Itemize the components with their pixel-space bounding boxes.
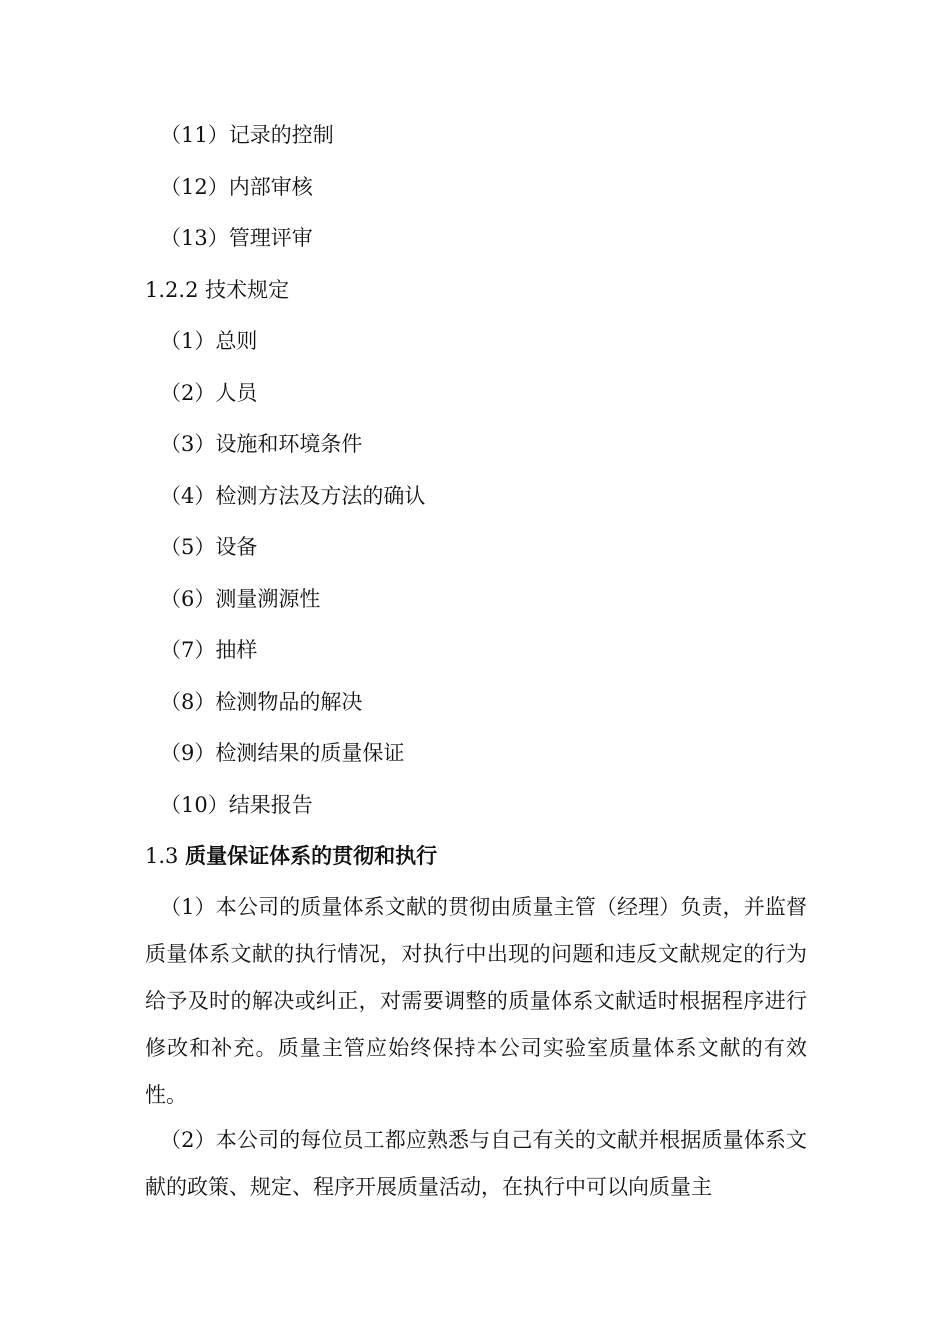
list-item: （8）检测物品的解决 (160, 690, 363, 714)
section-heading (145, 842, 437, 870)
list-item: （13）管理评审 (160, 226, 313, 250)
list-item: （5）设备 (160, 535, 258, 559)
paragraph: （2）本公司的每位员工都应熟悉与自己有关的文献并根据质量体系文献的政策、规定、程序开展质量活动，在执行中可以向质量主 (145, 1128, 807, 1199)
list-item: （2）人员 (160, 381, 258, 405)
list-item: （1）总则 (160, 329, 258, 353)
list-item: （12）内部审核 (160, 175, 313, 199)
paragraph: （1）本公司的质量体系文献的贯彻由质量主管（经理）负责，并监督质量体系文献的执行情况，对执行中出现的问题和违反文献规定的行为给予及时的解决或纠正，对需要调整的质量体系文献适时根据程序进行修改和补充。质量主管应始终保持本公司实验室质量体系文献的有效性。 (145, 895, 807, 1107)
list-item: （11）记录的控制 (160, 123, 334, 147)
section-heading: 1.2.2 技术规定 (145, 278, 290, 302)
list-item: （3）设施和环境条件 (160, 432, 363, 456)
list-item: （10）结果报告 (160, 793, 313, 817)
list-item: （9）检测结果的质量保证 (160, 741, 405, 765)
list-item: （4）检测方法及方法的确认 (160, 484, 426, 508)
list-item: （6）测量溯源性 (160, 587, 321, 611)
section-number: 1.3 (145, 844, 179, 868)
section-title: 质量保证体系的贯彻和执行 (185, 843, 438, 868)
list-item: （7）抽样 (160, 638, 258, 662)
